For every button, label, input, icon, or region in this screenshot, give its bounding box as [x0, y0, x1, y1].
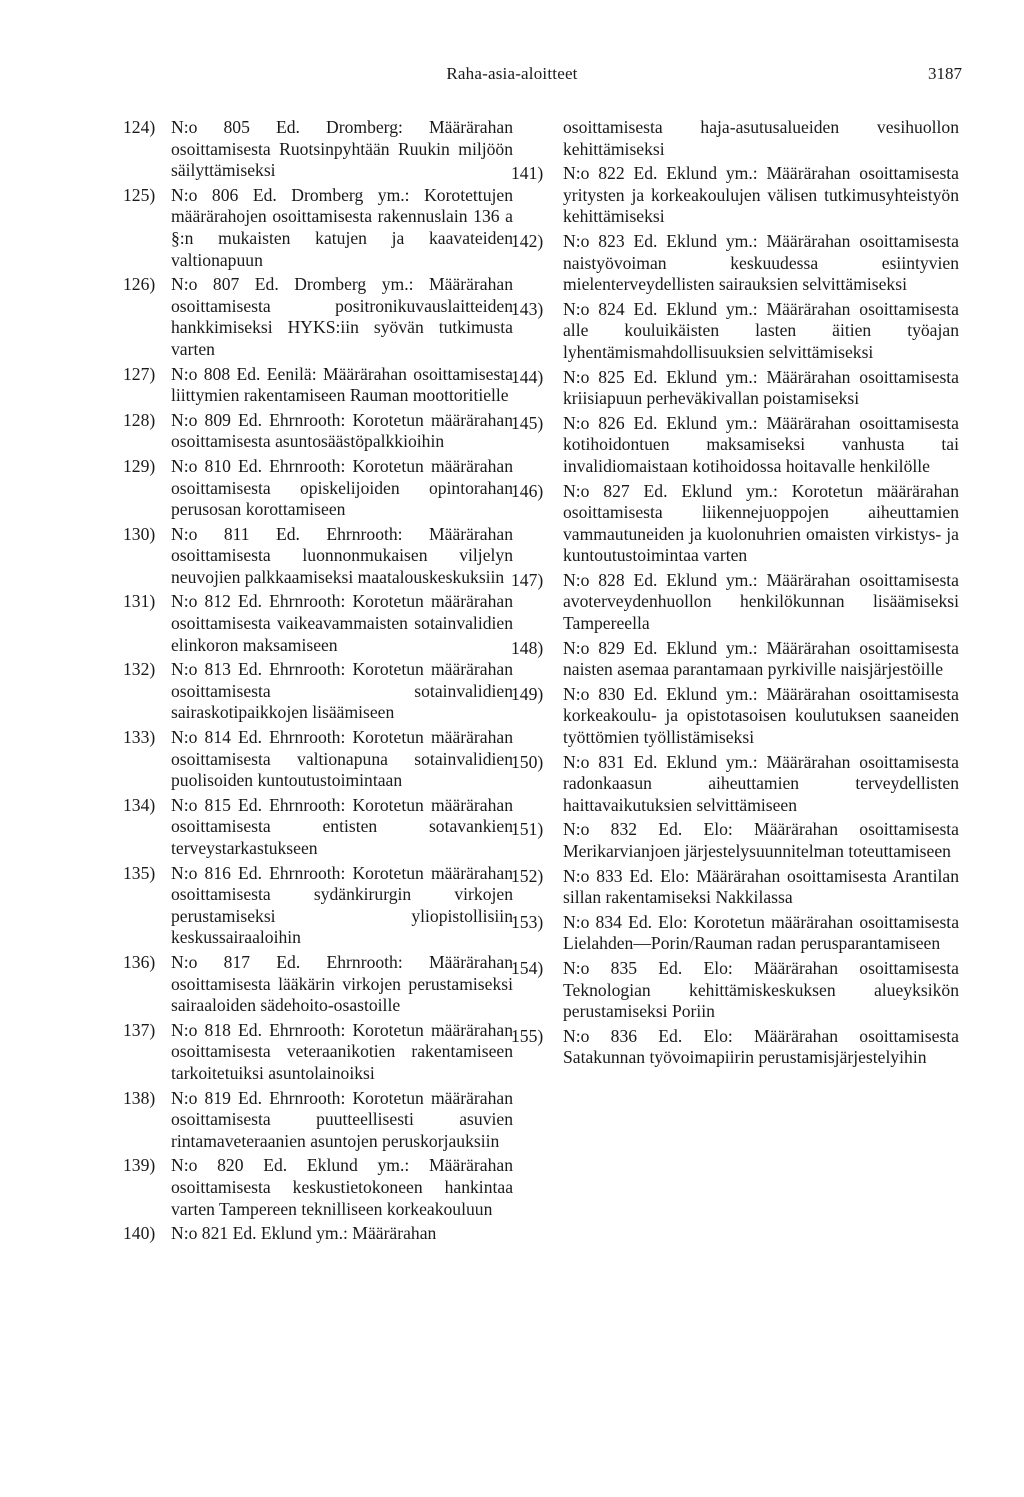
list-item [123, 364, 513, 407]
entry-number: 149) [511, 683, 544, 704]
entry-text: N:o 810 Ed. Ehrnrooth: Korotetun määrärahan osoittamisesta opiskelijoiden opintorahan perusosan korottamiseen [171, 455, 513, 520]
entry-number: 136) [123, 951, 156, 972]
entry-number: 132) [123, 659, 156, 680]
entry-text: N:o 808 Ed. Eenilä: Määrärahan osoittamisesta liittymien rakentamiseen Rauman moottoritielle [171, 363, 513, 406]
list-item [511, 684, 959, 749]
list-item [123, 1088, 513, 1153]
entry-text: N:o 815 Ed. Ehrnrooth: Korotetun määrärahan osoittamisesta entisten sotavankien terveystarkastukseen [171, 794, 513, 858]
entry-text: N:o 830 Ed. Eklund ym.: Määrärahan osoittamisesta korkeakoulu- ja opistotasoisen koulutuksen saaneiden työttömien työllistämiseksi [563, 683, 959, 748]
list-item [123, 591, 513, 656]
list-item [511, 819, 959, 862]
list-item [511, 752, 959, 817]
continued-entry-text [511, 117, 959, 160]
entry-text: N:o 825 Ed. Eklund ym.: Määrärahan osoittamisesta kriisiapuun perheväkivallan poistamiseksi [563, 366, 959, 409]
entry-number: 133) [123, 727, 156, 748]
entry-text: N:o 824 Ed. Eklund ym.: Määrärahan osoittamisesta alle kouluikäisten lasten äitien työajan lyhentämismahdollisuuksien selvittämiseksi [563, 298, 959, 362]
entry-number: 142) [511, 230, 544, 251]
list-item [123, 1020, 513, 1085]
entry-number: 152) [511, 865, 544, 886]
entry-number: 137) [123, 1019, 156, 1040]
list-item [511, 413, 959, 478]
list-item [123, 1223, 513, 1245]
list-item [123, 410, 513, 453]
list-item [511, 481, 959, 567]
entry-text: N:o 835 Ed. Elo: Määrärahan osoittamisesta Teknologian kehittämiskeskuksen alueyksikön perustamiseksi Poriin [563, 957, 959, 1022]
entry-text: N:o 829 Ed. Eklund ym.: Määrärahan osoittamisesta naisten asemaa parantamaan pyrkiville naisjärjestöille [563, 637, 959, 680]
entry-number: 154) [511, 957, 544, 978]
entry-number: 147) [511, 569, 544, 590]
entry-number: 148) [511, 637, 544, 658]
entry-text: N:o 833 Ed. Elo: Määrärahan osoittamisesta Arantilan sillan rakentamiseksi Nakkilassa [563, 865, 959, 908]
entry-text: N:o 809 Ed. Ehrnrooth: Korotetun määrärahan osoittamisesta asuntosäästöpalkkioihin [171, 409, 513, 452]
entry-text: N:o 818 Ed. Ehrnrooth: Korotetun määrärahan osoittamisesta veteraanikotien rakentamiseen tarkoitetuiksi asuntolainoiksi [171, 1019, 513, 1083]
entry-text: N:o 836 Ed. Elo: Määrärahan osoittamisesta Satakunnan työvoimapiirin perustamisjärjestelyihin [563, 1025, 959, 1068]
entry-text: N:o 834 Ed. Elo: Korotetun määrärahan osoittamisesta Lielahden—Porin/Rauman radan perusparantamiseen [563, 911, 959, 954]
entry-number: 143) [511, 298, 544, 319]
left-column [123, 117, 513, 1248]
entry-text: N:o 827 Ed. Eklund ym.: Korotetun määrärahan osoittamisesta liikennejuoppojen aiheuttamien vammautuneiden ja kuolonuhrien omaisten virkistys- ja kuntoutustoimintaa varten [563, 480, 959, 566]
entry-text: N:o 816 Ed. Ehrnrooth: Korotetun määrärahan osoittamisesta sydänkirurgin virkojen perustamiseksi yliopistollisiin keskussairaaloihin [171, 862, 513, 948]
entry-text: N:o 822 Ed. Eklund ym.: Määrärahan osoittamisesta yritysten ja korkeakoulujen välisen tutkimusyhteistyön kehittämiseksi [563, 163, 959, 227]
list-item [511, 866, 959, 909]
entry-text: N:o 832 Ed. Elo: Määrärahan osoittamisesta Merikarvianjoen järjestelysuunnitelman toteuttamiseen [563, 819, 959, 861]
list-item [123, 274, 513, 360]
list-item [123, 952, 513, 1017]
list-item [511, 367, 959, 410]
list-item [123, 1155, 513, 1220]
entry-text: N:o 805 Ed. Dromberg: Määrärahan osoittamisesta Ruotsinpyhtään Ruukin miljöön säilyttämiseksi [171, 117, 513, 181]
running-header-title: Raha-asia-aloitteet [446, 64, 578, 83]
list-item [511, 912, 959, 955]
entry-number: 134) [123, 794, 156, 815]
entry-text: N:o 820 Ed. Eklund ym.: Määrärahan osoittamisesta keskustietokoneen hankintaa varten Tampereen teknilliseen korkeakouluun [171, 1155, 513, 1219]
list-item [123, 117, 513, 182]
entry-number: 125) [123, 184, 156, 205]
entry-number: 131) [123, 591, 156, 612]
entry-number: 150) [511, 751, 544, 772]
entry-number: 140) [123, 1223, 156, 1244]
entry-number: 153) [511, 911, 544, 932]
entry-text: osoittamisesta haja-asutusalueiden vesihuollon kehittämiseksi [563, 117, 959, 159]
entry-number: 151) [511, 819, 544, 840]
page-number: 3187 [928, 64, 962, 83]
entry-number: 155) [511, 1025, 544, 1046]
entry-number: 127) [123, 363, 156, 384]
list-item [123, 456, 513, 521]
entry-number: 139) [123, 1155, 156, 1176]
list-item [123, 727, 513, 792]
entry-text: N:o 828 Ed. Eklund ym.: Määrärahan osoittamisesta avoterveydenhuollon henkilökunnan lisäämiseksi Tampereella [563, 569, 959, 634]
entry-text: N:o 812 Ed. Ehrnrooth: Korotetun määrärahan osoittamisesta vaikeavammaisten sotainvalidien elinkoron maksamiseen [171, 591, 513, 655]
entry-text: N:o 823 Ed. Eklund ym.: Määrärahan osoittamisesta naistyövoiman keskuudessa esiintyvien mielenterveydellisten sairauksien selvittämiseksi [563, 230, 959, 295]
entry-text: N:o 806 Ed. Dromberg ym.: Korotettujen määrärahojen osoittamisesta rakennuslain 136 a §:n mukaisten katujen ja kaavateiden valtionapuun [171, 184, 513, 270]
right-column [511, 117, 959, 1072]
entry-number: 135) [123, 862, 156, 883]
list-item [123, 185, 513, 271]
list-item [123, 795, 513, 860]
list-item [511, 231, 959, 296]
list-item [511, 638, 959, 681]
entry-text: N:o 807 Ed. Dromberg ym.: Määrärahan osoittamisesta positronikuvauslaitteiden hankkimiseksi HYKS:iin syövän tutkimusta varten [171, 274, 513, 359]
entry-text: N:o 831 Ed. Eklund ym.: Määrärahan osoittamisesta radonkaasun aiheuttamien terveydellisten haittavaikutuksien selvittämiseen [563, 751, 959, 815]
entry-text: N:o 811 Ed. Ehrnrooth: Määrärahan osoittamisesta luonnonmukaisen viljelyn neuvojien palkkaamiseksi maatalouskeskuksiin [171, 523, 513, 587]
list-item [123, 659, 513, 724]
entry-text: N:o 817 Ed. Ehrnrooth: Määrärahan osoittamisesta lääkärin virkojen perustamiseksi sairaaloiden sädehoito-osastoille [171, 951, 513, 1016]
entry-number: 141) [511, 163, 544, 184]
entry-number: 129) [123, 455, 156, 476]
list-item [511, 958, 959, 1023]
entry-number: 145) [511, 412, 544, 433]
entry-text: N:o 821 Ed. Eklund ym.: Määrärahan [171, 1223, 437, 1244]
list-item [123, 524, 513, 589]
entry-text: N:o 814 Ed. Ehrnrooth: Korotetun määrärahan osoittamisesta valtionapuna sotainvalidien puolisoiden kuntoutustoimintaan [171, 727, 513, 791]
entry-number: 146) [511, 480, 544, 501]
entry-number: 124) [123, 117, 156, 137]
list-item [123, 863, 513, 949]
list-item [511, 1026, 959, 1069]
entry-text: N:o 813 Ed. Ehrnrooth: Korotetun määrärahan osoittamisesta sotainvalidien sairaskotipaikkojen lisäämiseen [171, 659, 513, 723]
entry-text: N:o 819 Ed. Ehrnrooth: Korotetun määrärahan osoittamisesta puutteellisesti asuvien rintamaveteraanien asuntojen peruskorjauksiin [171, 1087, 513, 1151]
entry-number: 126) [123, 274, 156, 295]
entry-number: 138) [123, 1087, 156, 1108]
entry-text: N:o 826 Ed. Eklund ym.: Määrärahan osoittamisesta kotihoidontuen maksamiseksi vanhusta tai invalidiomaistaan kotihoidossa hoitavalle henkilölle [563, 412, 959, 476]
entry-number: 128) [123, 409, 156, 430]
list-item [511, 570, 959, 635]
list-item [511, 163, 959, 228]
list-item [511, 299, 959, 364]
entry-number: 130) [123, 523, 156, 544]
entry-number: 144) [511, 366, 544, 387]
